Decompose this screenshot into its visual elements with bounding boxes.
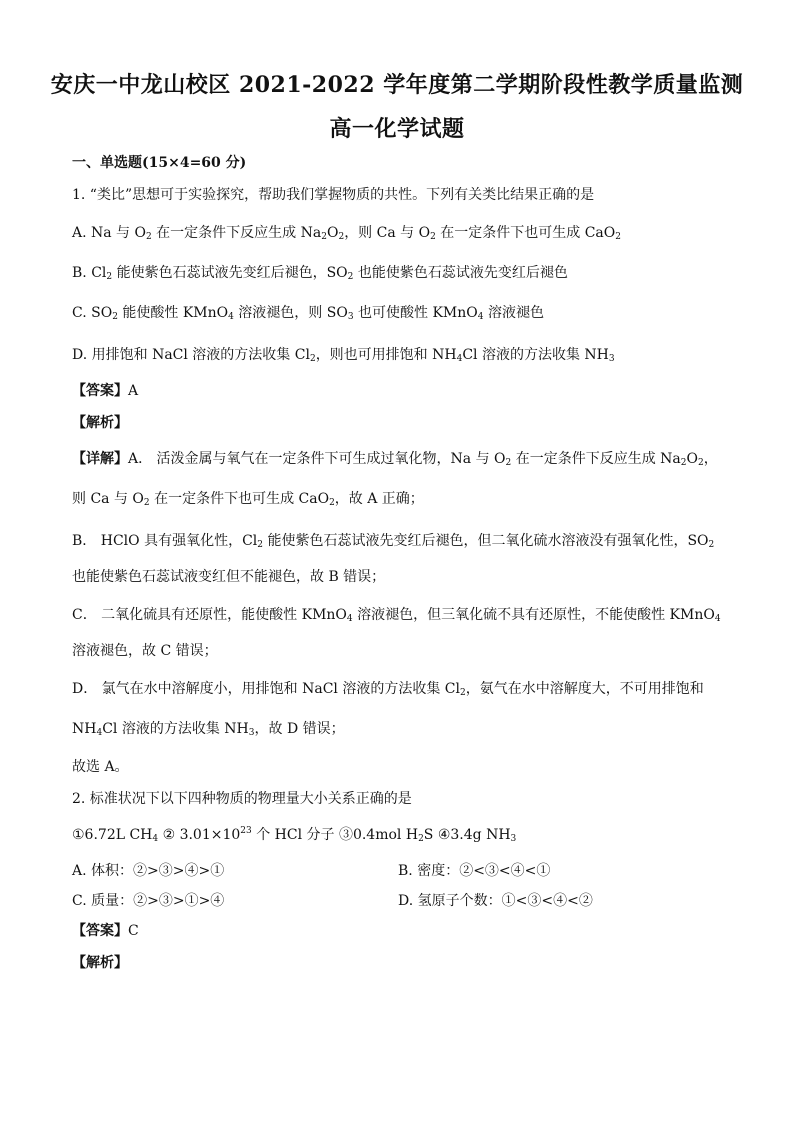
question-2-stem: 2. 标准状况下以下四种物质的物理量大小关系正确的是: [72, 791, 412, 807]
question-1-detail-line-8: $NH_4Cl$ 溶液的方法收集 $NH_3$，故 D 错误；: [72, 721, 345, 738]
exam-title: 安庆一中龙山校区 2021-2022 学年度第二学期阶段性教学质量监测: [50, 72, 744, 98]
question-2-analysis-tag: 【解析】: [72, 955, 128, 971]
question-1-detail-line-7: D． 氯气在水中溶解度小，用排饱和 NaCl 溶液的方法收集 $Cl_2$，氨气在水中溶解度大，不可用排饱和: [72, 681, 704, 698]
question-1-detail-line-6: 溶液褪色，故 C 错误；: [72, 643, 218, 659]
question-2-option-b: B. 密度：②<③<④<①: [398, 863, 551, 879]
question-1-answer: 【答案】A: [72, 383, 139, 399]
question-2-option-d: D. 氢原子个数：①<③<④<②: [398, 893, 593, 909]
question-1-detail-line-2: 则 Ca 与 $O_2$ 在一定条件下也可生成 CaO$_2$，故 A 正确；: [72, 491, 424, 508]
question-2-answer: 【答案】C: [72, 923, 139, 939]
question-1-option-d: D. 用排饱和 NaCl 溶液的方法收集 $Cl_2$，则也可用排饱和 $NH_4Cl$ 溶液的方法收集 $NH_3$: [72, 347, 615, 364]
question-1-option-c: C. $SO_2$ 能使酸性 KMnO$_4$ 溶液褪色，则 $SO_3$ 也可使酸性 KMnO$_4$ 溶液褪色: [72, 305, 544, 322]
question-1-option-b: B. $Cl_2$ 能使紫色石蕊试液先变红后褪色，$SO_2$ 也能使紫色石蕊试液先变红后褪色: [72, 265, 568, 282]
question-1-option-a: A. Na 与 $O_2$ 在一定条件下反应生成 $Na_2O_2$，则 Ca 与 $O_2$ 在一定条件下也可生成 CaO$_2$: [72, 225, 621, 242]
question-1-detail-line-4: 也能使紫色石蕊试液变红但不能褪色，故 B 错误；: [72, 569, 386, 585]
question-1-detail-line-5: C． 二氧化硫具有还原性，能使酸性 KMnO$_4$ 溶液褪色，但三氧化硫不具有还原性，不能使酸性 KMnO$_4$: [72, 607, 721, 624]
section-heading: 一、单选题(15×4=60 分): [72, 155, 247, 171]
question-1-analysis-tag: 【解析】: [72, 415, 128, 431]
question-1-detail-line-1: 【详解】A． 活泼金属与氧气在一定条件下可生成过氧化物，Na 与 $O_2$ 在一定条件下反应生成 $Na_2O_2$，: [72, 451, 718, 468]
question-2-items: ①6.72L $CH_4$ ② $3.01\times 10^{23}$ 个 HCl 分子 ③0.4mol $H_2S$ ④3.4g $NH_3$: [72, 826, 517, 844]
question-1-stem: 1. “类比”思想可于实验探究，帮助我们掌握物质的共性。下列有关类比结果正确的是: [72, 187, 595, 203]
question-2-option-a: A. 体积：②>③>④>①: [72, 863, 225, 879]
question-2-option-c: C. 质量：②>③>①>④: [72, 893, 225, 909]
exam-subtitle: 高一化学试题: [329, 116, 465, 142]
question-1-detail-line-3: B． HClO 具有强氧化性，$Cl_2$ 能使紫色石蕊试液先变红后褪色，但二氧化硫水溶液没有强氧化性，$SO_2$: [72, 533, 715, 550]
question-1-conclusion: 故选 A。: [72, 759, 129, 775]
